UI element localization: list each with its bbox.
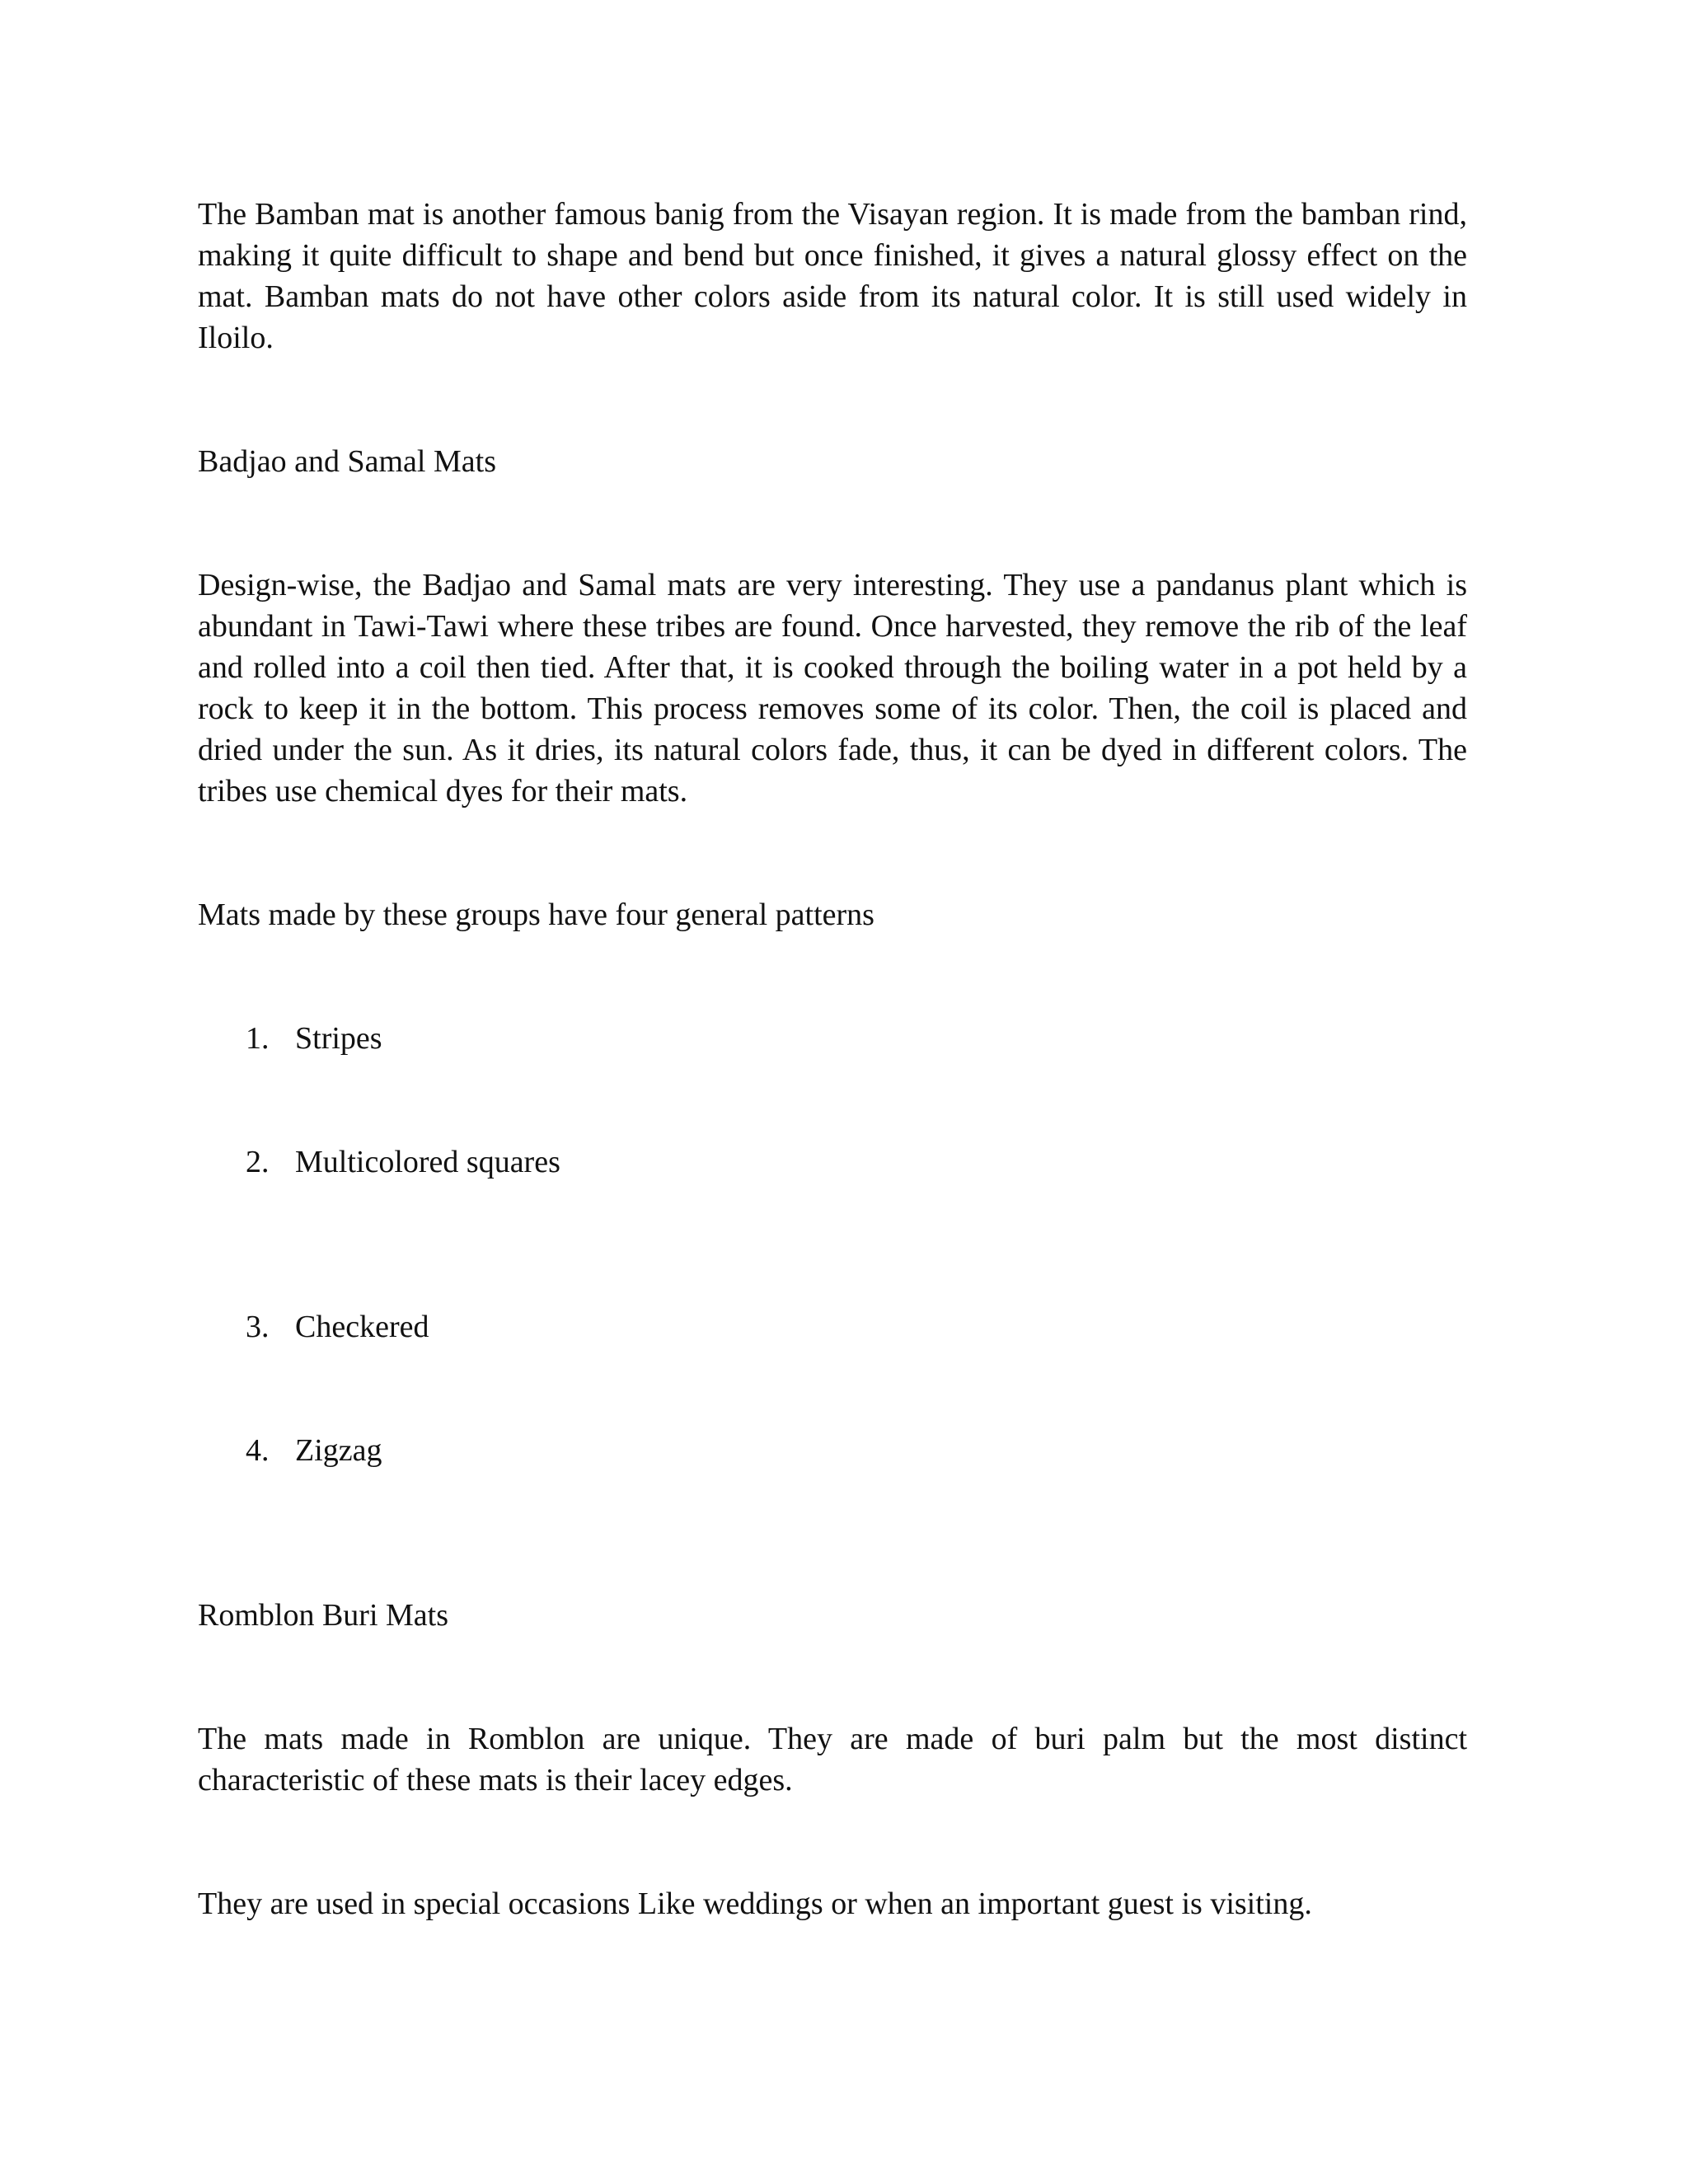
list-number: 3. (246, 1310, 270, 1344)
paragraph-badjao-samal-mats: Design-wise, the Badjao and Samal mats are very interesting. They use a pandanus plant which is abundant in Tawi-Tawi where these tribes are found. Once harvested, they remove the rib of the leaf and rolled into a coil then tied. After that, it is cooked through the boiling water in a pot held by a rock to keep it in the bottom. This process removes some of its color. Then, the coil is placed and dried under the sun. As it dries, its natural colors fade, thus, it can be dyed in different colors. The tribes use chemical dyes for their mats. (198, 568, 1467, 808)
paragraph-romblon-uses: They are used in special occasions Like weddings or when an important guest is visiting. (198, 1886, 1312, 1921)
list-label: Multicolored squares (295, 1145, 560, 1179)
section-heading-badjao-samal: Badjao and Samal Mats (198, 444, 496, 479)
list-number: 2. (246, 1145, 270, 1179)
list-label: Stripes (295, 1021, 382, 1056)
list-label: Zigzag (295, 1433, 382, 1468)
section-heading-romblon-buri: Romblon Buri Mats (198, 1598, 449, 1633)
paragraph-patterns-intro: Mats made by these groups have four general patterns (198, 898, 874, 932)
list-label: Checkered (295, 1310, 429, 1344)
list-number: 4. (246, 1433, 270, 1468)
list-number: 1. (246, 1021, 270, 1056)
paragraph-bamban-mat: The Bamban mat is another famous banig from the Visayan region. It is made from the bamban rind, making it quite difficult to shape and bend but once finished, it gives a natural glossy effect on the mat. Bamban mats do not have other colors aside from its natural color. It is still used widely in Iloilo. (198, 197, 1467, 355)
paragraph-romblon-mats: The mats made in Romblon are unique. They are made of buri palm but the most distinct characteristic of these mats is their lacey edges. (198, 1722, 1467, 1797)
